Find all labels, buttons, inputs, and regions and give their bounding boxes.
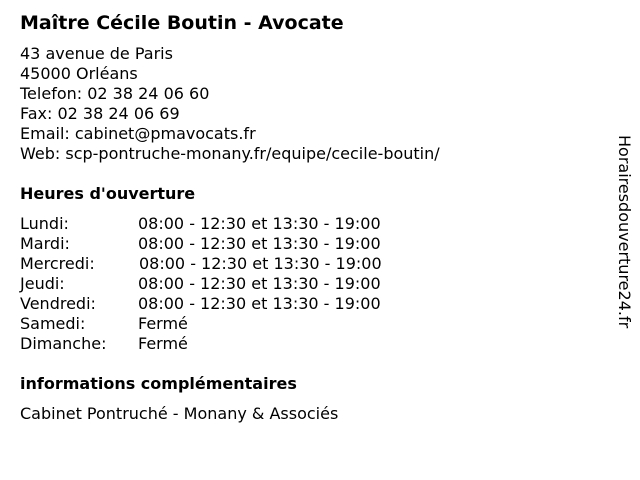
day-label: Lundi: <box>20 214 69 233</box>
site-brand-vertical[interactable]: Horairesdouverture24.fr <box>615 135 634 329</box>
opening-hours-list <box>20 214 440 354</box>
hours-row-tuesday <box>20 234 440 254</box>
day-label: Vendredi: <box>20 294 96 313</box>
day-hours: Fermé <box>138 334 188 353</box>
day-label: Mercredi: <box>20 254 95 273</box>
day-hours: 08:00 - 12:30 et 13:30 - 19:00 <box>139 254 382 273</box>
day-hours: 08:00 - 12:30 et 13:30 - 19:00 <box>138 274 381 293</box>
day-label: Jeudi: <box>20 274 65 293</box>
hours-row-monday <box>20 214 440 234</box>
additional-info-text: Cabinet Pontruché - Monany & Associés <box>20 404 339 423</box>
fax-number: Fax: 02 38 24 06 69 <box>20 104 180 123</box>
day-hours: 08:00 - 12:30 et 13:30 - 19:00 <box>138 234 381 253</box>
website-link: Web: scp-pontruche-monany.fr/equipe/cecile-boutin/ <box>20 144 440 163</box>
opening-hours-heading: Heures d'ouverture <box>20 184 196 203</box>
hours-row-wednesday <box>20 254 440 274</box>
day-hours: 08:00 - 12:30 et 13:30 - 19:00 <box>138 214 381 233</box>
additional-info-heading: informations complémentaires <box>20 374 297 393</box>
phone-number: Telefon: 02 38 24 06 60 <box>20 84 210 103</box>
hours-row-friday <box>20 294 440 314</box>
day-label: Dimanche: <box>20 334 107 353</box>
day-label: Samedi: <box>20 314 86 333</box>
street-address: 43 avenue de Paris <box>20 44 173 63</box>
hours-row-sunday <box>20 334 440 354</box>
contact-block <box>20 44 440 164</box>
day-hours: Fermé <box>138 314 188 333</box>
day-label: Mardi: <box>20 234 70 253</box>
page-title: Maître Cécile Boutin - Avocate <box>20 12 344 34</box>
city-address: 45000 Orléans <box>20 64 138 83</box>
day-hours: 08:00 - 12:30 et 13:30 - 19:00 <box>138 294 381 313</box>
email-address: Email: cabinet@pmavocats.fr <box>20 124 256 143</box>
hours-row-saturday <box>20 314 440 334</box>
hours-row-thursday <box>20 274 440 294</box>
